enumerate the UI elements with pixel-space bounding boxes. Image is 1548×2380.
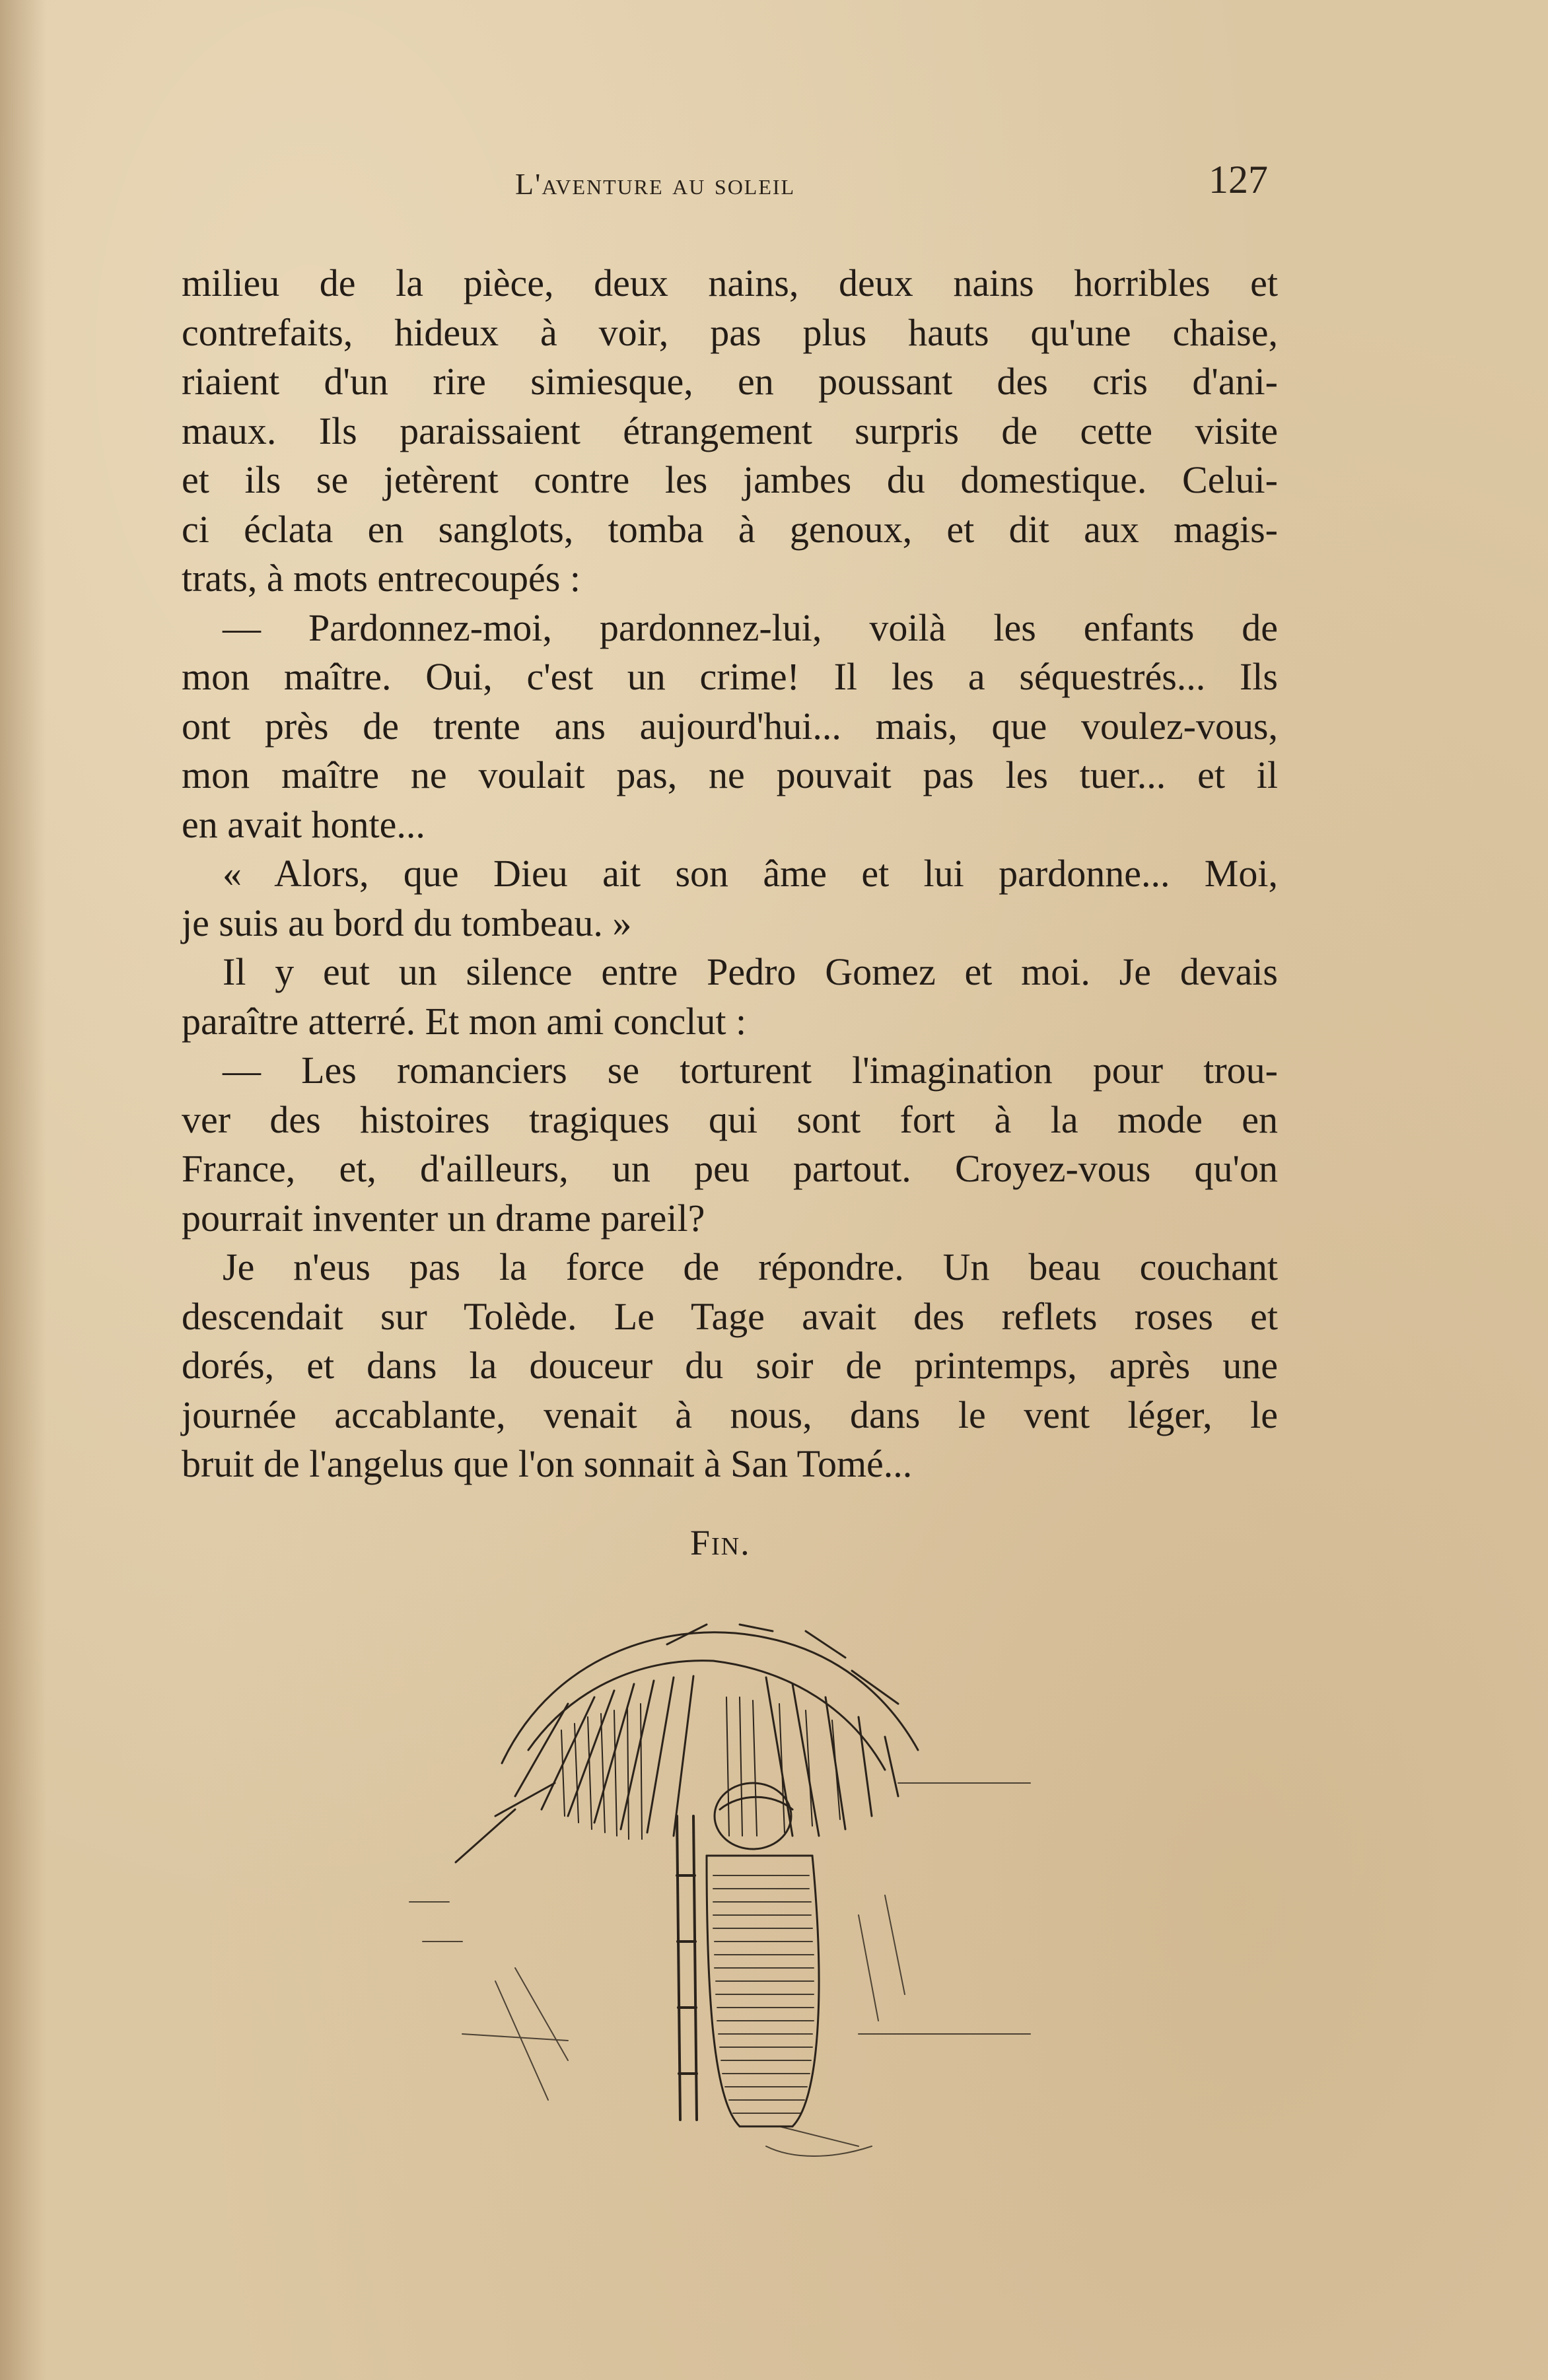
text-line: France, et, d'ailleurs, un peu partout. Croyez-vous qu'on — [182, 1147, 1278, 1190]
text-line: et ils se jetèrent contre les jambes du domestique. Celui- — [182, 458, 1278, 501]
text-line: Je n'eus pas la force de répondre. Un beau couchant — [223, 1245, 1278, 1288]
text-line: paraître atterré. Et mon ami conclut : — [182, 999, 747, 1043]
end-vignette-illustration — [396, 1598, 1043, 2179]
running-title: L'aventure au soleil — [515, 167, 796, 201]
text-line: — Les romanciers se torturent l'imagination pour trou- — [223, 1049, 1278, 1092]
text-line: milieu de la pièce, deux nains, deux nains horribles et — [182, 262, 1278, 304]
text-line: ont près de trente ans aujourd'hui... mais, que voulez-vous, — [182, 704, 1278, 748]
text-line: mon maître. Oui, c'est un crime! Il les a séquestrés... Ils — [182, 655, 1278, 698]
text-line: je suis au bord du tombeau. » — [182, 901, 632, 944]
text-line: — Pardonnez-moi, pardonnez-lui, voilà les enfants de — [223, 606, 1278, 649]
text-line: journée accablante, venait à nous, dans le vent léger, le — [182, 1393, 1278, 1436]
text-line: ver des histoires tragiques qui sont fort à la mode en — [182, 1098, 1278, 1141]
page-edge-shadow — [0, 0, 46, 2380]
text-line: contrefaits, hideux à voir, pas plus hauts qu'une chaise, — [182, 310, 1278, 354]
text-line: ci éclata en sanglots, tomba à genoux, et dit aux magis- — [182, 507, 1278, 551]
text-line: maux. Ils paraissaient étrangement surpris de cette visite — [182, 409, 1278, 452]
body-text — [182, 259, 1278, 1489]
text-line: descendait sur Tolède. Le Tage avait des reflets roses et — [182, 1294, 1278, 1338]
text-line: mon maître ne voulait pas, ne pouvait pas les tuer... et il — [182, 753, 1278, 796]
text-line: dorés, et dans la douceur du soir de printemps, après une — [182, 1344, 1278, 1387]
text-line: bruit de l'angelus que l'on sonnait à San Tomé... — [182, 1442, 913, 1485]
end-mark: Fin. — [690, 1523, 751, 1562]
text-line: en avait honte... — [182, 802, 425, 846]
text-line: « Alors, que Dieu ait son âme et lui pardonne... Moi, — [223, 852, 1278, 895]
text-line: trats, à mots entrecoupés : — [182, 557, 580, 600]
pole — [677, 1816, 697, 2120]
page-number: 127 — [1209, 158, 1268, 201]
text-line: riaient d'un rire simiesque, en poussant des cris d'ani- — [182, 360, 1278, 403]
parasol-icon — [456, 1625, 918, 1862]
text-line: pourrait inventer un drame pareil? — [182, 1196, 705, 1240]
text-line: Il y eut un silence entre Pedro Gomez et moi. Je devais — [223, 950, 1278, 993]
